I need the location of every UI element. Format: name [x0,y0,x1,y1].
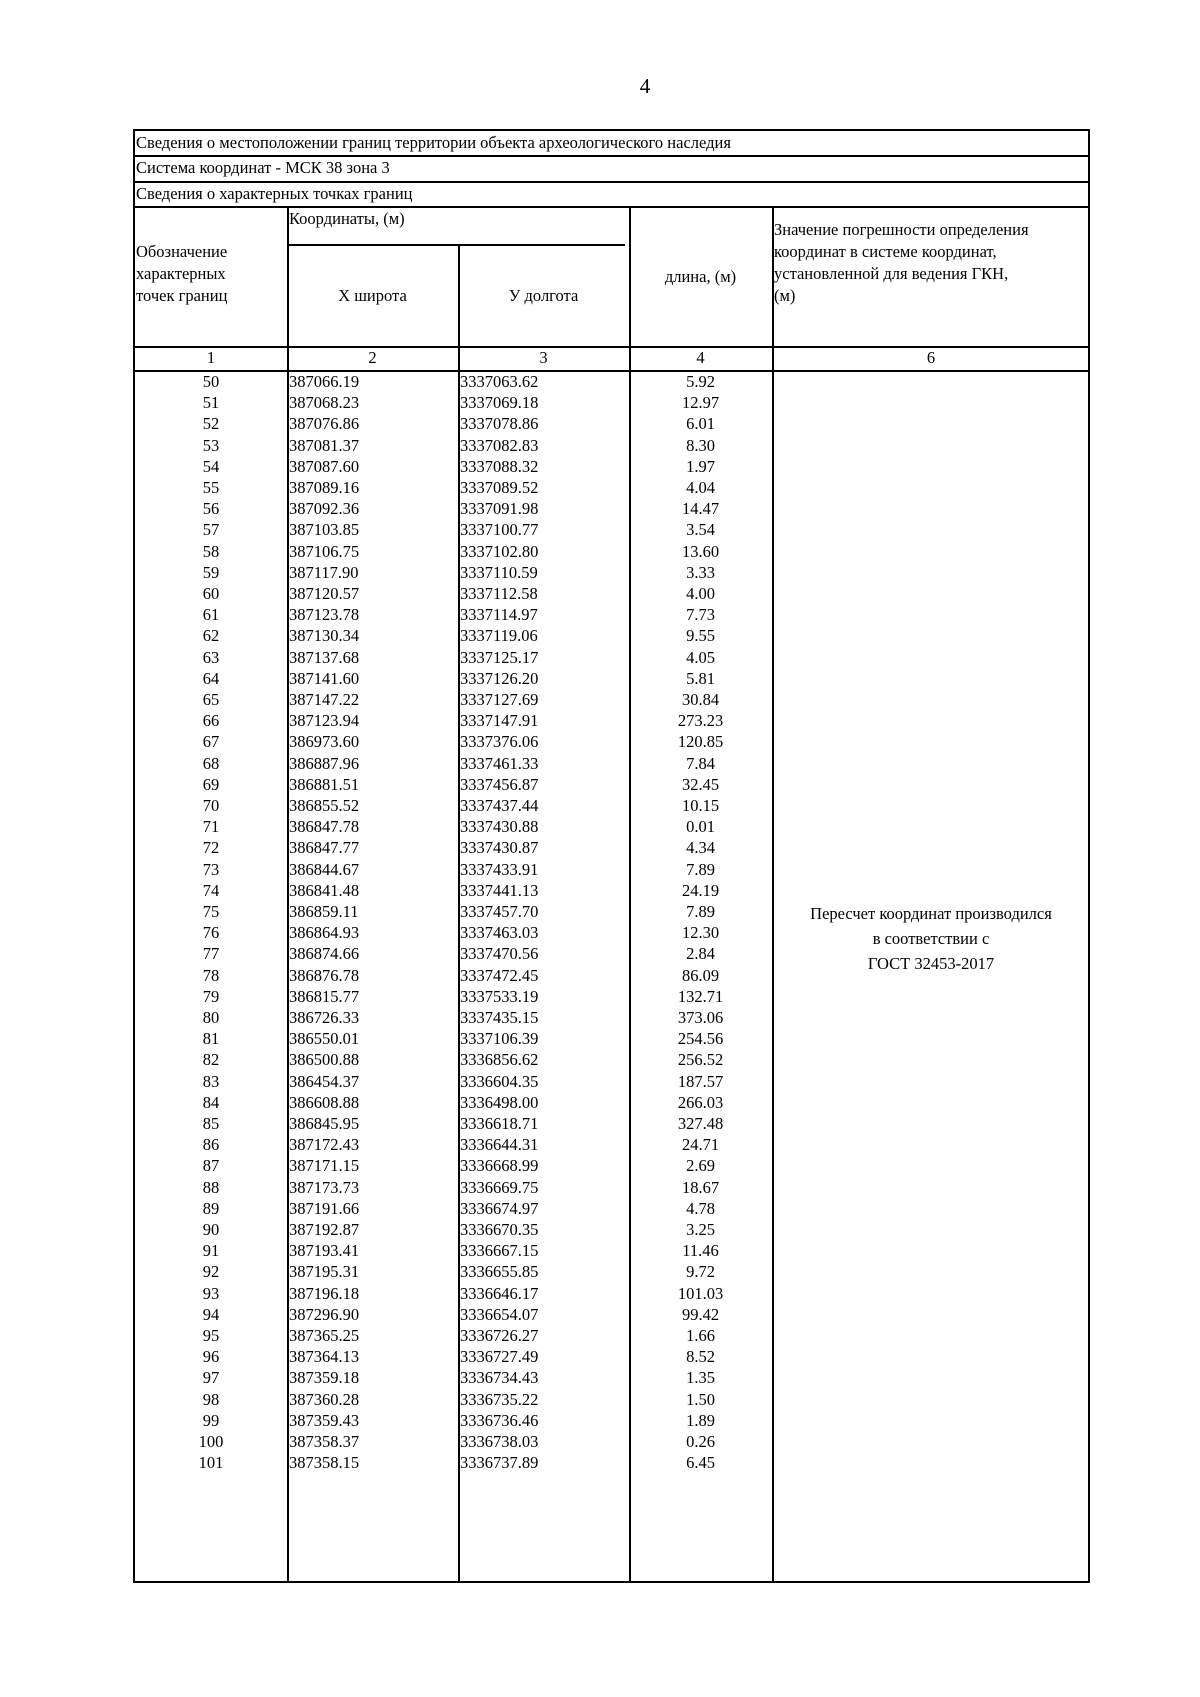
y-value: 3337102.80 [460,541,539,561]
x-value: 386887.96 [289,753,360,773]
x-value: 387123.94 [289,711,360,731]
length-value: 12.30 [681,923,720,943]
point-id: 84 [202,1092,220,1112]
table-row [135,1179,772,1200]
point-id: 74 [202,880,220,900]
x-value: 386844.67 [289,859,360,879]
length-value: 9.72 [686,1262,715,1282]
table-row [135,1094,772,1115]
length-value: 99.42 [681,1304,720,1324]
table-row [135,1030,772,1051]
x-value: 387296.90 [289,1304,360,1324]
x-value: 386874.66 [289,944,360,964]
length-value: 8.30 [686,435,715,455]
column-divider [772,206,774,1581]
table-row [135,1200,772,1221]
x-value: 386876.78 [289,965,360,985]
table-row [135,1157,772,1178]
length-value: 3.33 [686,562,715,582]
x-value: 386881.51 [289,774,360,794]
length-value: 11.46 [682,1241,719,1261]
x-value: 387191.66 [289,1198,360,1218]
x-value: 386608.88 [289,1092,360,1112]
y-value: 3337441.13 [460,880,539,900]
coordinates-header: Координаты, (м) [289,209,405,228]
table-row [135,1009,772,1030]
y-value: 3337456.87 [460,774,539,794]
table-row [135,521,772,542]
x-value: 387192.87 [289,1220,360,1239]
table-row [135,1391,772,1412]
y-value: 3337089.52 [460,478,539,497]
y-value: 3336667.15 [460,1241,539,1261]
y-value: 3337472.45 [460,965,539,985]
table-row [135,1327,772,1348]
length-value: 4.04 [686,478,715,497]
point-id: 88 [202,1177,220,1197]
column-number: 2 [368,348,377,367]
y-value: 3337461.33 [460,753,539,773]
y-value: 3337100.77 [460,520,539,540]
x-value: 387087.60 [289,456,360,476]
point-id: 86 [202,1135,220,1155]
length-value: 187.57 [677,1071,724,1091]
y-value: 3336498.00 [460,1092,539,1112]
point-id: 53 [202,435,220,455]
y-value: 3337106.39 [460,1029,539,1049]
y-value: 3337430.87 [460,838,539,858]
x-value: 386726.33 [289,1008,360,1027]
table-row [135,776,772,797]
table-row [135,1348,772,1369]
point-id: 96 [202,1347,220,1367]
point-id: 67 [202,732,220,752]
y-value: 3337088.32 [460,456,539,476]
length-value: 24.71 [681,1135,720,1155]
length-value: 1.50 [686,1389,715,1409]
table-row [135,415,772,436]
point-id: 94 [202,1304,220,1324]
table-row [135,988,772,1009]
y-value: 3337457.70 [460,902,539,921]
divider [135,181,1088,183]
point-id: 81 [202,1029,220,1049]
x-value: 387364.13 [289,1347,360,1367]
y-value: 3336738.03 [460,1432,539,1451]
length-value: 10.15 [681,796,720,815]
x-value: 386847.78 [289,817,360,837]
table-row [135,627,772,648]
length-value: 32.45 [681,774,720,794]
x-value: 387130.34 [289,626,360,646]
length-value: 1.89 [686,1410,715,1430]
x-value: 386864.93 [289,923,360,943]
x-value: 386855.52 [289,796,360,815]
point-id: 75 [202,902,220,921]
divider [135,155,1088,157]
y-value: 3336668.99 [460,1156,539,1176]
length-value: 120.85 [677,732,724,752]
point-id: 58 [202,541,220,561]
y-value: 3337463.03 [460,923,539,943]
table-row [135,1221,772,1242]
x-value: 386841.48 [289,880,360,900]
x-value: 387103.85 [289,520,360,540]
point-id: 98 [202,1389,220,1409]
length-value: 101.03 [677,1283,724,1303]
divider [135,370,1088,372]
y-value: 3336604.35 [460,1071,539,1091]
length-value: 7.84 [686,753,715,773]
y-value: 3337112.58 [460,584,538,603]
table-row [135,649,772,670]
point-id: 83 [202,1071,220,1091]
table-row [135,500,772,521]
length-value: 4.78 [686,1198,715,1218]
table-row [135,903,772,924]
x-value: 387068.23 [289,393,360,413]
divider [135,206,1088,208]
x-value: 386500.88 [289,1050,360,1070]
point-id: 89 [202,1198,220,1218]
column-number: 1 [206,348,216,367]
y-value: 3337069.18 [460,393,539,413]
y-value: 3337147.91 [460,711,539,731]
y-value: 3336727.49 [460,1347,539,1367]
table-row [135,712,772,733]
y-value: 3337078.86 [460,414,539,434]
table-row [135,691,772,712]
coordinate-system: Система координат - МСК 38 зона 3 [136,158,390,177]
x-value: 386847.77 [289,838,360,858]
point-id: 69 [202,774,220,794]
table-row [135,945,772,966]
x-value: 386454.37 [289,1071,360,1091]
table-row [135,797,772,818]
y-value: 3336669.75 [460,1177,539,1197]
point-id: 60 [202,584,220,603]
point-id: 64 [202,668,220,688]
table-row [135,1073,772,1094]
length-value: 12.97 [681,393,720,413]
length-value: 256.52 [677,1050,724,1070]
point-id: 85 [202,1114,220,1133]
y-value: 3337435.15 [460,1008,539,1027]
table-row [135,755,772,776]
x-value: 386815.77 [289,986,360,1006]
length-value: 0.01 [686,817,715,837]
x-value: 387360.28 [289,1389,360,1409]
length-value: 86.09 [681,965,720,985]
y-value: 3337470.56 [460,944,539,964]
y-value: 3336655.85 [460,1262,539,1282]
column-number: 3 [539,348,548,367]
y-longitude-header: У долгота [508,286,579,305]
recalculation-note: Пересчет координат производился в соответствии с ГОСТ 32453-2017 [810,904,1052,973]
point-id: 93 [202,1283,220,1303]
length-value: 6.45 [686,1453,715,1473]
table-row [135,967,772,988]
point-id: 80 [202,1008,220,1027]
column-number: 6 [926,348,936,367]
table-row [135,818,772,839]
length-value: 1.66 [686,1326,715,1345]
length-value: 7.89 [686,859,715,879]
length-value: 3.25 [686,1220,715,1239]
point-id: 71 [202,817,220,837]
point-id: 82 [202,1050,220,1070]
y-value: 3336726.27 [460,1326,539,1345]
x-value: 387117.90 [289,562,359,582]
x-value: 387120.57 [289,584,360,603]
table-row [135,585,772,606]
x-latitude-header: X широта [338,286,407,305]
y-value: 3337376.06 [460,732,539,752]
table-row [135,924,772,945]
length-value: 14.47 [681,499,720,519]
y-value: 3336644.31 [460,1135,539,1155]
length-value: 1.97 [686,456,715,476]
point-id: 101 [198,1453,224,1473]
divider [135,346,1088,348]
table-row [135,1136,772,1157]
length-value: 327.48 [677,1114,724,1133]
length-value: 2.84 [686,944,715,964]
point-id: 73 [202,859,220,879]
length-value: 18.67 [681,1177,720,1197]
y-value: 3336736.46 [460,1410,539,1430]
point-id: 95 [202,1326,220,1345]
y-value: 3336674.97 [460,1198,539,1218]
x-value: 386845.95 [289,1114,360,1133]
x-value: 387106.75 [289,541,360,561]
table-row [135,564,772,585]
point-id: 72 [202,838,220,858]
x-value: 386859.11 [289,902,359,921]
table-row [135,606,772,627]
point-id: 92 [202,1262,220,1282]
y-value: 3337082.83 [460,435,539,455]
x-value: 387147.22 [289,690,360,709]
table-row [135,1051,772,1072]
x-value: 387359.43 [289,1410,360,1430]
y-value: 3337110.59 [460,562,538,582]
length-value: 5.92 [686,372,715,391]
length-value: 1.35 [686,1368,715,1388]
x-value: 387172.43 [289,1135,360,1155]
table-row [135,458,772,479]
x-value: 387195.31 [289,1262,360,1282]
y-value: 3336856.62 [460,1050,539,1070]
table-row [135,543,772,564]
point-id: 54 [202,456,220,476]
point-id: 79 [202,986,220,1006]
point-id: 68 [202,753,220,773]
y-value: 3336654.07 [460,1304,539,1324]
table-row [135,1454,772,1475]
x-value: 387092.36 [289,499,360,519]
y-value: 3337091.98 [460,499,539,519]
length-value: 3.54 [686,520,715,540]
point-id: 77 [202,944,220,964]
y-value: 3336734.43 [460,1368,539,1388]
column-number: 4 [696,348,705,367]
length-value: 24.19 [681,880,720,900]
point-id: 50 [202,372,220,391]
error-value-header: Значение погрешности определения координат в системе координат, установленной для ведения ГКН, (м) [774,220,1029,305]
y-value: 3336618.71 [460,1114,539,1133]
table-row [135,437,772,458]
point-id: 70 [202,796,220,815]
y-value: 3337114.97 [460,605,538,625]
table-row [135,670,772,691]
y-value: 3337437.44 [460,796,539,815]
x-value: 387123.78 [289,605,360,625]
point-id: 78 [202,965,220,985]
point-id: 100 [198,1432,224,1451]
x-value: 387193.41 [289,1241,360,1261]
x-value: 387359.18 [289,1368,360,1388]
x-value: 387066.19 [289,372,360,391]
x-value: 387081.37 [289,435,360,455]
point-id: 56 [202,499,220,519]
length-value: 9.55 [686,626,715,646]
x-value: 387358.15 [289,1453,360,1473]
x-value: 387089.16 [289,478,360,497]
point-id: 65 [202,690,220,709]
point-id: 76 [202,923,220,943]
length-header: длина, (м) [664,267,737,286]
x-value: 386550.01 [289,1029,360,1049]
length-value: 4.00 [686,584,715,603]
length-value: 30.84 [681,690,720,709]
y-value: 3336735.22 [460,1389,539,1409]
x-value: 387365.25 [289,1326,360,1345]
y-value: 3337430.88 [460,817,539,837]
length-value: 13.60 [681,541,720,561]
y-value: 3337119.06 [460,626,538,646]
point-id: 61 [202,605,220,625]
x-value: 387171.15 [289,1156,360,1176]
table-row [135,733,772,754]
y-value: 3337433.91 [460,859,539,879]
table-row [135,373,772,394]
table-row [135,1285,772,1306]
length-value: 273.23 [677,711,724,731]
table-row [135,839,772,860]
point-id: 55 [202,478,220,497]
length-value: 266.03 [677,1092,724,1112]
y-value: 3336670.35 [460,1220,539,1239]
page-number: 4 [639,74,651,98]
length-value: 7.73 [686,605,715,625]
table-title: Сведения о местоположении границ территории объекта археологического наследия [136,133,731,152]
y-value: 3336646.17 [460,1283,539,1303]
y-value: 3337063.62 [460,372,539,391]
point-label-header: Обозначение характерных точек границ [136,242,228,305]
length-value: 132.71 [677,986,724,1006]
x-value: 386973.60 [289,732,360,752]
boundary-points-table [133,129,1090,1583]
point-id: 87 [202,1156,220,1176]
point-id: 62 [202,626,220,646]
table-row [135,1433,772,1454]
table-row [135,1115,772,1136]
x-value: 387173.73 [289,1177,360,1197]
divider [287,244,625,246]
length-value: 6.01 [686,414,715,434]
y-value: 3336737.89 [460,1453,539,1473]
point-id: 91 [202,1241,220,1261]
x-value: 387358.37 [289,1432,360,1451]
x-value: 387137.68 [289,647,360,667]
y-value: 3337127.69 [460,690,539,709]
table-row [135,394,772,415]
x-value: 387196.18 [289,1283,360,1303]
length-value: 254.56 [677,1029,724,1049]
length-value: 4.34 [686,838,715,858]
length-value: 373.06 [677,1008,724,1027]
length-value: 0.26 [686,1432,715,1451]
y-value: 3337125.17 [460,647,539,667]
point-id: 63 [202,647,220,667]
length-value: 8.52 [686,1347,715,1367]
point-id: 59 [202,562,220,582]
table-row [135,1369,772,1390]
point-id: 52 [202,414,220,434]
length-value: 4.05 [686,647,715,667]
table-row [135,1306,772,1327]
length-value: 2.69 [686,1156,715,1176]
length-value: 5.81 [686,668,715,688]
table-row [135,1263,772,1284]
x-value: 387076.86 [289,414,360,434]
y-value: 3337533.19 [460,986,539,1006]
table-row [135,479,772,500]
table-row [135,882,772,903]
length-value: 7.89 [686,902,715,921]
point-id: 90 [202,1220,220,1239]
table-row [135,1242,772,1263]
points-title: Сведения о характерных точках границ [136,184,413,203]
point-id: 99 [202,1410,220,1430]
x-value: 387141.60 [289,668,360,688]
point-id: 97 [202,1368,220,1388]
point-id: 57 [202,520,220,540]
point-id: 66 [202,711,220,731]
table-row [135,1412,772,1433]
table-row [135,861,772,882]
point-id: 51 [202,393,220,413]
y-value: 3337126.20 [460,668,539,688]
